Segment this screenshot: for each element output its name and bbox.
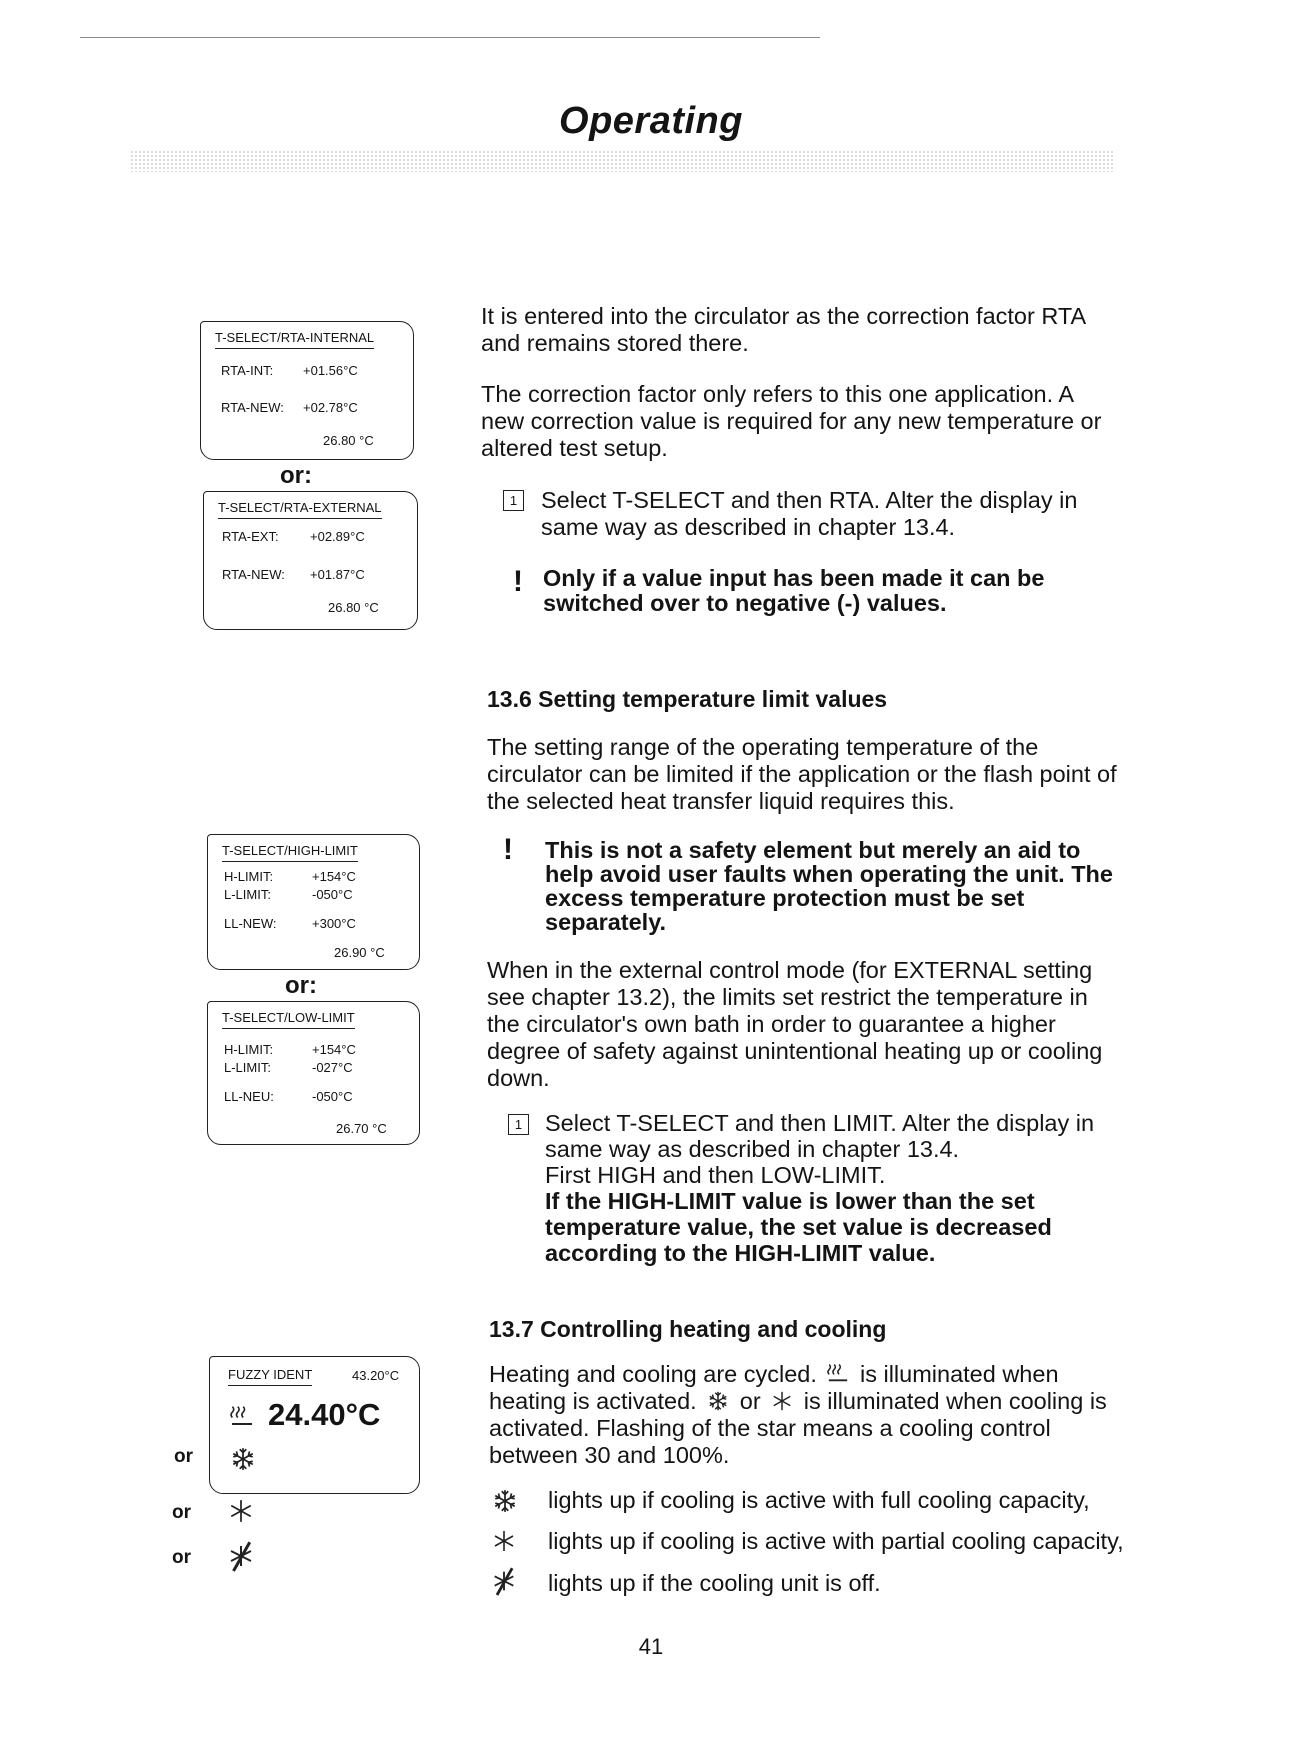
paragraph-correction-factor: The correction factor only refers to this one application. A new correction value is required for any new temperature or altered test setup. — [481, 381, 1102, 461]
paragraph-external-control: When in the external control mode (for EXTERNAL setting see chapter 13.2), the limits set restrict the temperature in the circulator's own bath in order to guarantee a higher degree of safety against unintentional heating up or cooling down. — [487, 957, 1103, 1091]
display-value: +154°C — [312, 869, 356, 884]
display-value: +02.89°C — [310, 529, 365, 544]
page-number: 41 — [638, 1634, 664, 1659]
display-low-limit — [207, 1001, 420, 1145]
or-label: or: — [280, 462, 312, 489]
cooling-off-icon — [226, 1538, 256, 1574]
warning-mark: ! — [503, 833, 513, 866]
title-dotted-band — [130, 150, 1115, 172]
full-cooling-icon — [230, 1446, 256, 1472]
display-label: L-LIMIT: — [224, 887, 271, 902]
display-temperature: 26.70 °C — [336, 1121, 387, 1136]
step-high-limit-note: If the HIGH-LIMIT value is lower than the set temperature value, the set value is decreased according to the HIGH-LIMIT value. — [545, 1188, 1052, 1266]
text-heating-activated: is illuminated when heating is activated. — [489, 1361, 1059, 1414]
side-or-label: or — [172, 1502, 191, 1523]
display-temperature: 26.90 °C — [334, 945, 385, 960]
display-label: LL-NEW: — [224, 916, 277, 931]
side-or-label: or — [172, 1547, 191, 1568]
display-value: +02.78°C — [303, 400, 358, 415]
legend-cooling-off: lights up if the cooling unit is off. — [548, 1570, 881, 1596]
section-heading-13-7: 13.7 Controlling heating and cooling — [489, 1316, 887, 1342]
page-title: Operating — [559, 100, 743, 142]
display-header: T-SELECT/LOW-LIMIT — [222, 1010, 355, 1029]
display-temperature: 26.80 °C — [323, 433, 374, 448]
legend-partial-cooling: lights up if cooling is active with partial cooling capacity, — [548, 1528, 1124, 1554]
step-select-limit — [545, 1110, 1127, 1266]
side-or-label: or — [174, 1446, 193, 1467]
display-value: -027°C — [312, 1060, 353, 1075]
heating-icon — [230, 1403, 254, 1429]
text-heating-cooling-cycled: Heating and cooling are cycled. — [489, 1361, 817, 1387]
or-label: or: — [285, 972, 317, 999]
partial-cooling-icon — [771, 1390, 793, 1412]
heating-icon — [827, 1362, 849, 1384]
cooling-off-icon — [490, 1563, 518, 1599]
display-value: +01.56°C — [303, 363, 358, 378]
display-value: -050°C — [312, 887, 353, 902]
full-cooling-icon — [492, 1488, 518, 1514]
display-label: H-LIMIT: — [224, 869, 274, 884]
top-rule — [80, 37, 820, 38]
display-header: T-SELECT/RTA-INTERNAL — [215, 330, 374, 349]
partial-cooling-icon — [492, 1528, 516, 1554]
display-label: RTA-NEW: — [222, 567, 285, 582]
display-label: RTA-INT: — [221, 363, 274, 378]
display-rta-external — [203, 491, 418, 630]
display-header: T-SELECT/RTA-EXTERNAL — [218, 500, 382, 519]
warning-mark: ! — [513, 565, 523, 598]
paragraph-setting-range: The setting range of the operating temperature of the circulator can be limited if the application or the flash point of the selected heat transfer liquid requires this. — [487, 734, 1117, 814]
display-label: RTA-EXT: — [222, 529, 279, 544]
text-or: or — [739, 1388, 761, 1414]
display-value: +154°C — [312, 1042, 356, 1057]
display-label: LL-NEU: — [224, 1089, 274, 1104]
step-select-limit-text: Select T-SELECT and then LIMIT. Alter the display in same way as described in chapter 13.4. — [545, 1110, 1095, 1162]
display-temperature: 26.80 °C — [328, 600, 379, 615]
full-cooling-icon — [707, 1390, 729, 1412]
paragraph-heating-cooling — [489, 1361, 1121, 1469]
display-big-temperature: 24.40°C — [268, 1397, 381, 1432]
display-value: -050°C — [312, 1089, 353, 1104]
display-fuzzy-ident — [209, 1356, 420, 1494]
step-select-rta: Select T-SELECT and then RTA. Alter the display in same way as described in chapter 13.4. — [541, 487, 1078, 540]
display-label: L-LIMIT: — [224, 1060, 271, 1075]
display-header: FUZZY IDENT — [228, 1367, 312, 1386]
warning-not-safety-element: This is not a safety element but merely an aid to help avoid user faults when operating the unit. The excess temperature protection must be set separately. — [545, 837, 1113, 935]
section-heading-13-6: 13.6 Setting temperature limit values — [487, 686, 888, 712]
step-number-box: 1 — [508, 1114, 529, 1135]
display-header: T-SELECT/HIGH-LIMIT — [222, 843, 358, 862]
warning-negative-values: Only if a value input has been made it can be switched over to negative (-) values. — [543, 565, 1045, 616]
paragraph-rta-stored: It is entered into the circulator as the correction factor RTA and remains stored there. — [481, 303, 1085, 356]
display-high-limit — [207, 834, 420, 970]
step-first-high-low: First HIGH and then LOW-LIMIT. — [545, 1162, 886, 1188]
display-value: +01.87°C — [310, 567, 365, 582]
display-value: +300°C — [312, 916, 356, 931]
display-rta-internal — [200, 321, 414, 460]
step-number-box: 1 — [503, 490, 524, 511]
text-cooling-activated: is illuminated when cooling is activated. Flashing of the star means a cooling control between 30 and 100%. — [489, 1388, 1107, 1468]
display-label: RTA-NEW: — [221, 400, 284, 415]
display-label: H-LIMIT: — [224, 1042, 274, 1057]
legend-full-cooling: lights up if cooling is active with full cooling capacity, — [548, 1487, 1090, 1513]
display-header-temperature: 43.20°C — [352, 1368, 400, 1383]
partial-cooling-icon — [228, 1497, 254, 1525]
